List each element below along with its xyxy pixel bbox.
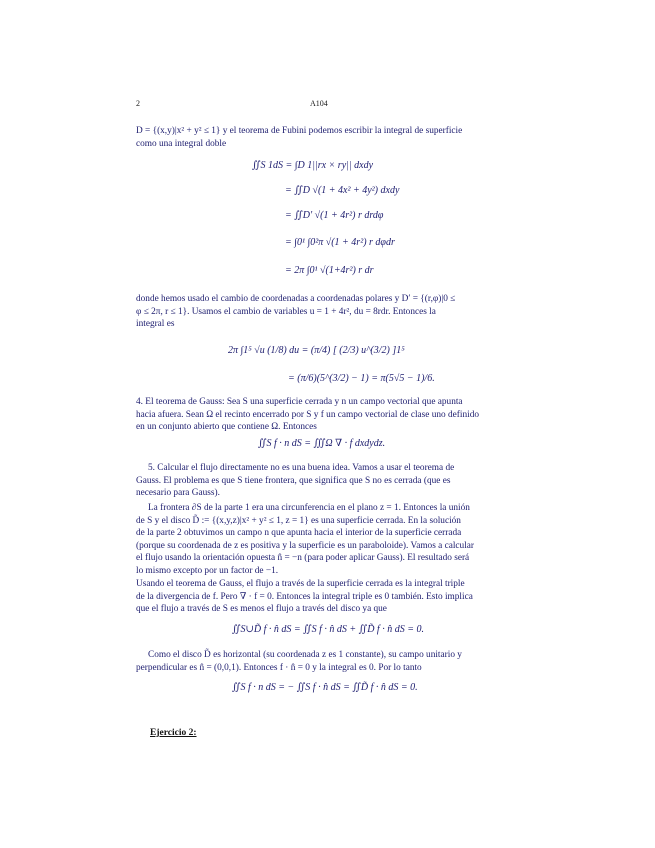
text-line: D = {(x,y)|x² + y² ≤ 1} y el teorema de Fubini podemos escribir la integral de superficie [136, 126, 463, 136]
text-line: necesario para Gauss). [136, 488, 220, 499]
text-line: hacia afuera. Sean Ω el recinto encerrado por S y f un campo vectorial de clase uno definido [136, 409, 479, 420]
equation-line: = ∬D √(1 + 4x² + 4y²) dxdy [285, 185, 400, 196]
text-line: integral es [136, 319, 175, 330]
equation-line: = 2π ∫0¹ √(1+4r²) r dr [285, 265, 374, 276]
text-line: (porque su coordenada de z es positiva y la superficie es un paraboloide). Vamos a calcular [136, 540, 475, 551]
paragraph-7 [136, 649, 520, 674]
equation-line: = ∫0¹ ∫0²π √(1 + 4r²) r dφdr [285, 237, 395, 248]
text-line: Usando el teorema de Gauss, el flujo a través de la superficie cerrada es la integral triple [136, 579, 465, 589]
equation-gauss: ∬S f · n dS = ∭Ω ∇ · f dxdydz. [258, 438, 386, 449]
equation-final: ∬S f · n dS = − ∬S f · n̂ dS = ∬D̃ f · n̂ dS = 0. [232, 682, 418, 693]
equation-line: = (π/6)(5^(3/2) − 1) = π(5√5 − 1)/6. [288, 373, 435, 384]
text-line: 5. Calcular el flujo directamente no es una buena idea. Vamos a usar el teorema de [148, 463, 455, 473]
text-line: La frontera ∂S de la parte 1 era una circunferencia en el plano z = 1. Entonces la unión [148, 503, 470, 513]
paragraph-3 [136, 396, 520, 434]
equation-line: 2π ∫1⁵ √u (1/8) du = (π/4) [ (2/3) u^(3/2) ]1⁵ [228, 345, 405, 356]
text-line: que el flujo a través de S es menos el flujo a través del disco ya que [136, 604, 387, 615]
text-line: de la divergencia de f. Pero ∇ · f = 0. Entonces la integral triple es 0 también. Esto implica [136, 591, 473, 602]
text-line: perpendicular es n̂ = (0,0,1). Entonces f · n̂ = 0 y la integral es 0. Por lo tanto [136, 662, 422, 673]
text-line: 4. El teorema de Gauss: Sea S una superficie cerrada y n un campo vectorial que apunta [136, 397, 463, 407]
page-number: 2 [136, 99, 140, 108]
paragraph-1 [136, 125, 520, 150]
text-line: de la parte 2 obtuvimos un campo n que apunta hacia el interior de la superficie cerrada [136, 528, 462, 539]
paragraph-4 [136, 462, 520, 500]
text-line: lo mismo excepto por un factor de −1. [136, 565, 279, 576]
text-line: φ ≤ 2π, r ≤ 1}. Usamos el cambio de variables u = 1 + 4r², du = 8rdr. Entonces la [136, 306, 436, 317]
equation-union: ∬S∪D̃ f · n̂ dS = ∬S f · n̂ dS + ∬D̃ f · n̂ dS = 0. [232, 624, 424, 635]
running-title: A104 [310, 99, 328, 108]
exercise-heading: Ejercicio 2: [150, 728, 197, 738]
text-line: como una integral doble [136, 138, 227, 149]
text-line: Gauss. El problema es que S tiene frontera, que significa que S no es cerrada (que es [136, 475, 451, 486]
paragraph-6 [136, 578, 520, 616]
text-line: donde hemos usado el cambio de coordenadas a coordenadas polares y D′ = {(r,φ)|0 ≤ [136, 294, 456, 304]
text-line: Como el disco D̃ es horizontal (su coordenada z es 1 constante), su campo unitario y [148, 650, 462, 660]
equation-line: = ∬D′ √(1 + 4r²) r drdφ [285, 210, 384, 221]
text-line: en un conjunto abierto que contiene Ω. Entonces [136, 422, 317, 433]
text-line: de S y el disco D̃ := {(x,y,z)|x² + y² ≤ 1, z = 1} es una superficie cerrada. En la solución [136, 515, 461, 526]
paragraph-2 [136, 293, 520, 331]
paragraph-5 [136, 502, 520, 578]
equation-line: ∬S 1dS = ∫D 1||rx × ry|| dxdy [252, 160, 374, 171]
text-line: el flujo usando la orientación opuesta n̂ = −n (para poder aplicar Gauss). El resultado será [136, 553, 470, 564]
